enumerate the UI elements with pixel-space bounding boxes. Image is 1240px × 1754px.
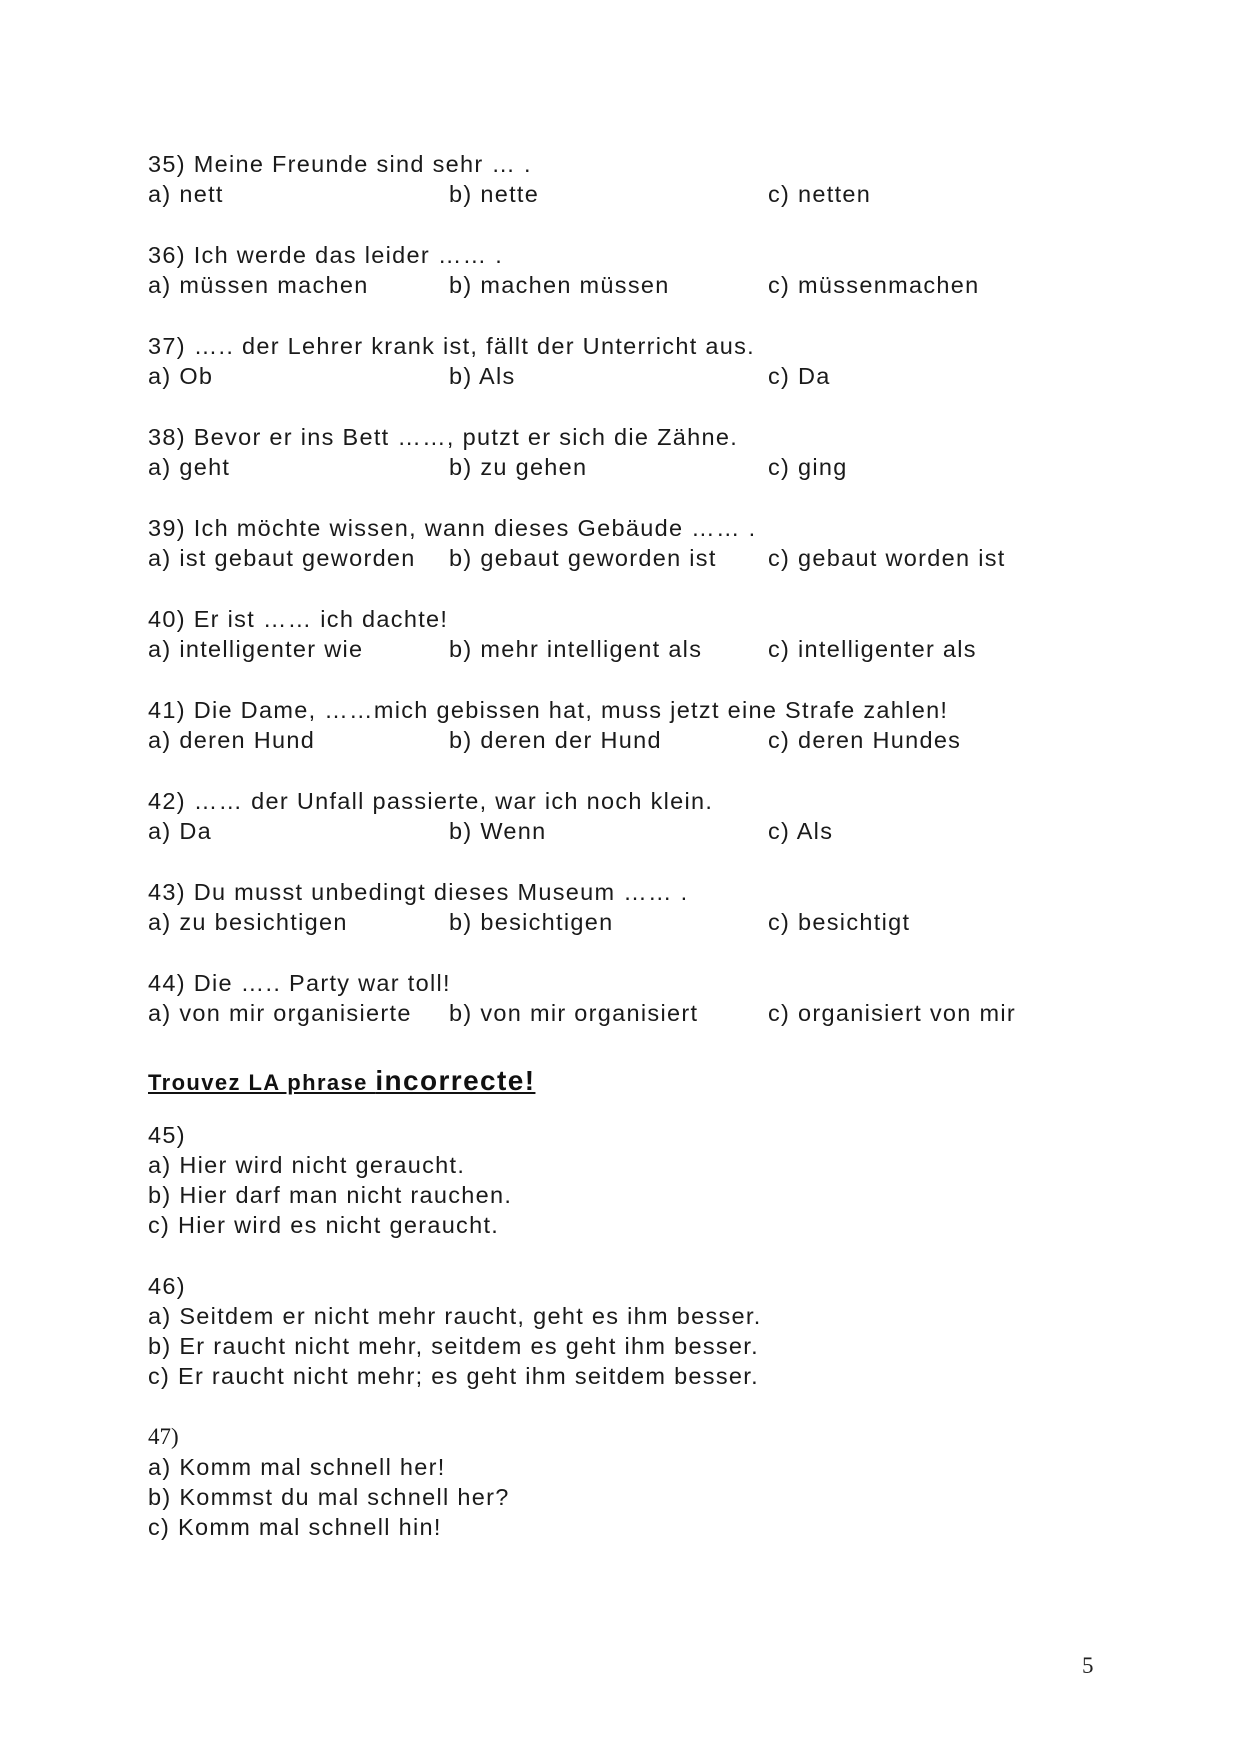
question-38-option-a: a) geht <box>148 454 231 480</box>
question-36-option-a: a) müssen machen <box>148 272 369 298</box>
question-46-option-b: b) Er raucht nicht mehr, seitdem es geht ihm besser. <box>148 1333 759 1359</box>
question-46-option-a: a) Seitdem er nicht mehr raucht, geht es ihm besser. <box>148 1303 762 1329</box>
question-37-option-c: c) Da <box>768 363 831 389</box>
question-35-prompt: 35) Meine Freunde sind sehr … . <box>148 151 532 177</box>
question-37-option-b: b) Als <box>449 363 516 389</box>
question-44-prompt: 44) Die ….. Party war toll! <box>148 970 451 996</box>
question-45-number: 45) <box>148 1122 186 1148</box>
question-46-number: 46) <box>148 1273 186 1299</box>
question-39-prompt: 39) Ich möchte wissen, wann dieses Gebäude …… . <box>148 515 757 541</box>
question-35-option-a: a) nett <box>148 181 224 207</box>
question-47-option-c: c) Komm mal schnell hin! <box>148 1514 442 1540</box>
question-43-option-c: c) besichtigt <box>768 909 911 935</box>
question-43-option-b: b) besichtigen <box>449 909 614 935</box>
question-38-option-c: c) ging <box>768 454 848 480</box>
question-35-option-b: b) nette <box>449 181 540 207</box>
question-40-option-c: c) intelligenter als <box>768 636 977 662</box>
section-heading-part1: Trouvez LA phrase <box>148 1070 376 1095</box>
question-40-option-a: a) intelligenter wie <box>148 636 364 662</box>
question-47-option-a: a) Komm mal schnell her! <box>148 1454 446 1480</box>
question-43-prompt: 43) Du musst unbedingt dieses Museum …… . <box>148 879 689 905</box>
question-42-option-a: a) Da <box>148 818 212 844</box>
question-36-option-c: c) müssenmachen <box>768 272 980 298</box>
question-42-prompt: 42) …… der Unfall passierte, war ich noch klein. <box>148 788 714 814</box>
page-number: 5 <box>1082 1653 1095 1678</box>
question-40-prompt: 40) Er ist …… ich dachte! <box>148 606 449 632</box>
question-37-prompt: 37) ….. der Lehrer krank ist, fällt der Unterricht aus. <box>148 333 755 359</box>
question-35-option-c: c) netten <box>768 181 872 207</box>
question-43-option-a: a) zu besichtigen <box>148 909 348 935</box>
question-41-prompt: 41) Die Dame, ……mich gebissen hat, muss jetzt eine Strafe zahlen! <box>148 697 949 723</box>
question-45-option-b: b) Hier darf man nicht rauchen. <box>148 1182 513 1208</box>
question-45-option-a: a) Hier wird nicht geraucht. <box>148 1152 466 1178</box>
section-heading-part2: incorrecte! <box>375 1065 536 1096</box>
question-46-option-c: c) Er raucht nicht mehr; es geht ihm seitdem besser. <box>148 1363 759 1389</box>
section-heading <box>148 1063 535 1101</box>
question-41-option-c: c) deren Hundes <box>768 727 962 753</box>
question-42-option-b: b) Wenn <box>449 818 547 844</box>
question-47-number: 47) <box>148 1424 179 1449</box>
question-44-option-b: b) von mir organisiert <box>449 1000 699 1026</box>
question-40-option-b: b) mehr intelligent als <box>449 636 703 662</box>
question-44-option-c: c) organisiert von mir <box>768 1000 1016 1026</box>
question-39-option-a: a) ist gebaut geworden <box>148 545 416 571</box>
question-42-option-c: c) Als <box>768 818 834 844</box>
question-44-option-a: a) von mir organisierte <box>148 1000 412 1026</box>
question-38-prompt: 38) Bevor er ins Bett ……, putzt er sich die Zähne. <box>148 424 739 450</box>
question-37-option-a: a) Ob <box>148 363 214 389</box>
question-41-option-a: a) deren Hund <box>148 727 316 753</box>
question-47-option-b: b) Kommst du mal schnell her? <box>148 1484 510 1510</box>
question-39-option-c: c) gebaut worden ist <box>768 545 1006 571</box>
question-38-option-b: b) zu gehen <box>449 454 588 480</box>
question-36-option-b: b) machen müssen <box>449 272 670 298</box>
question-36-prompt: 36) Ich werde das leider …… . <box>148 242 504 268</box>
question-41-option-b: b) deren der Hund <box>449 727 662 753</box>
question-45-option-c: c) Hier wird es nicht geraucht. <box>148 1212 500 1238</box>
question-39-option-b: b) gebaut geworden ist <box>449 545 717 571</box>
